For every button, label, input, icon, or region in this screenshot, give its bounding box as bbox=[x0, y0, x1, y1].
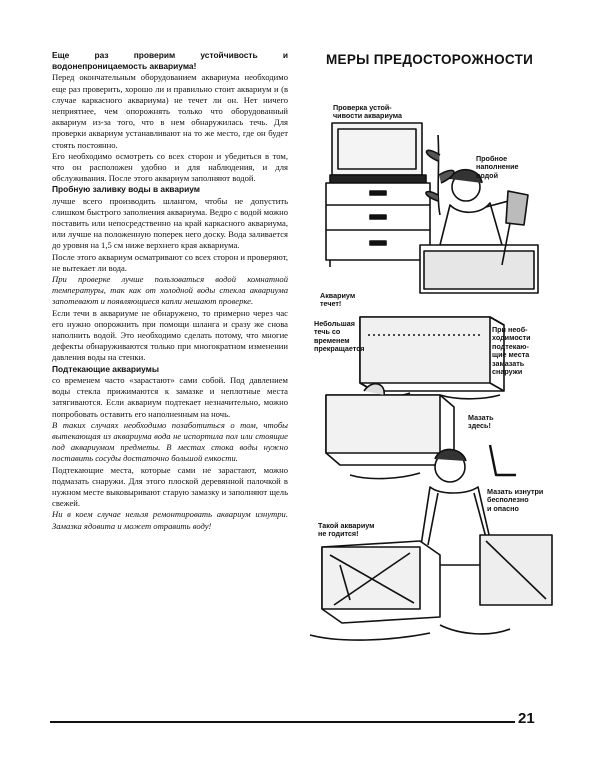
paragraph: Подтекающие места, которые сами не зарастают, можно подмазать снаружи. Для этого плоской деревянной палочкой в нужном месте выковыривают старую замазку и заполняют щель свежей. bbox=[52, 464, 288, 509]
article-text bbox=[52, 50, 288, 532]
section-heading: Пробную заливку воды в аквариум bbox=[52, 184, 200, 195]
label-check-stability: Проверка устой- чивости аквариума bbox=[333, 103, 402, 121]
label-leaking: Аквариум течет! bbox=[320, 291, 356, 309]
section-heading: Подтекающие аквариумы bbox=[52, 363, 160, 374]
section-title: МЕРЫ ПРЕДОСТОРОЖНОСТИ bbox=[326, 52, 534, 67]
paragraph: В таких случаях необходимо позаботиться о том, чтобы вытекающая из аквариума вода не испортила пол или стоящие под аквариумом предметы. В местах стока воды нужно поставить сосуды достаточно большой емкости. bbox=[52, 419, 288, 464]
paragraph: При проверке лучше пользоваться водой комнатной температуры, так как от холодной воды стекла аквариума запотевают и появляющиеся капли мешают проверке. bbox=[52, 274, 288, 307]
footer-rule bbox=[50, 721, 515, 723]
cabinet-scene bbox=[326, 123, 538, 293]
label-inside-useless: Мазать изнутри бесполезно и опасно bbox=[487, 487, 544, 513]
paragraph: Если течи в аквариуме не обнаружено, то примерно через час его нужно опорожнить при помощи шланга и сразу же снова наполнить водой. Это необходимо сделать потому, что многие дефекты обнаруживаются только при многократном изменении давления воды на стенки. bbox=[52, 307, 288, 363]
paragraph: Перед окончательным оборудованием аквариума необходимо еще раз проверить, хорошо ли и правильно стоит аквариум и (в случае каркасного аквариума) не течет ли он. Нет ничего неприятнее, чем опорожнять только что оборудованный аквариум из-за того, что в нем обнаружилась течь. Для проверки аквариум устанавливают на то же место, где он будет стоять постоянно. bbox=[52, 72, 288, 150]
paragraph: Ни в коем случае нельзя ремонтировать аквариум изнутри. Замазка ядовита и может отравить воду! bbox=[52, 509, 288, 531]
section-heading: Еще раз проверим устойчивость и водонепроницаемость аквариума! bbox=[52, 50, 288, 72]
paragraph: После этого аквариум осматривают со всех сторон и проверяют, не вытекает ли вода. bbox=[52, 251, 288, 273]
label-useless-aquarium: Такой аквариум не годится! bbox=[318, 521, 375, 539]
label-seal-outside: При необ- ходимости подтекаю- щие места замазать снаружи bbox=[492, 325, 531, 377]
paragraph: со временем часто «зарастают» сами собой. Под давлением воды стекла прижимаются к замазке и неплотные места затягиваются. Если аквариум подтекает незначительно, можно попробовать оставить его наполненным на ночь. bbox=[52, 374, 288, 419]
label-trial-fill: Пробное наполнение водой bbox=[476, 154, 519, 180]
paragraph: лучше всего производить шлангом, чтобы не допустить слишком быстрого заполнения аквариума. Ведро с водой можно поставить или непосредственно на край каркасного аквариума, или лучше на положенную поперек него доску. Вода заливается до уровня на 1,5 см ниже верхнего края аквариума. bbox=[52, 195, 288, 251]
page-number: 21 bbox=[518, 710, 535, 727]
label-seal-here: Мазать здесь! bbox=[468, 413, 494, 431]
paragraph: Его необходимо осмотреть со всех сторон и убедиться в том, что он расположен удобно и для наблюдения, и для обслуживания. После этого аквариум заполняют водой. bbox=[52, 150, 288, 184]
label-small-leak: Небольшая течь со временем прекращается bbox=[314, 319, 365, 354]
